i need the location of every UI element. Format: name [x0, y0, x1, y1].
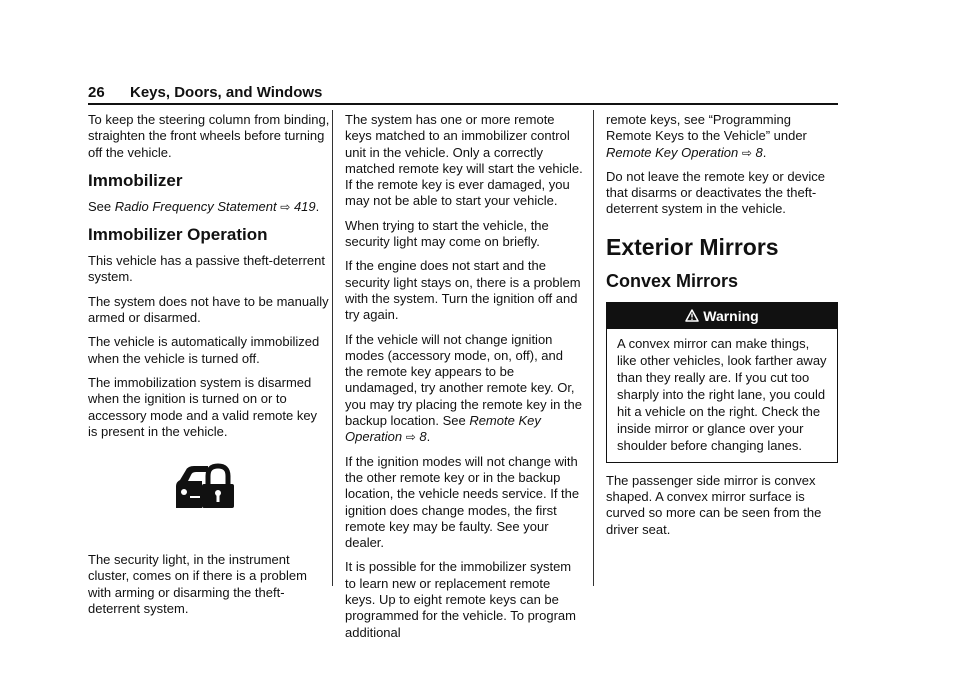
period: . [762, 144, 767, 160]
link-remote-key-operation[interactable]: Remote Key Operation [345, 413, 541, 445]
section-title: Keys, Doors, and Windows [130, 84, 323, 101]
security-light-icon [174, 462, 236, 510]
security-light-figure [88, 458, 330, 538]
column-3 [606, 112, 838, 546]
see-prefix: See [88, 198, 115, 214]
header-rule [88, 103, 838, 105]
paragraph: It is possible for the immobilizer system to learn new or replacement remote keys. Up to eight remote keys can be programmed for the vehicle. To program additional [345, 559, 576, 640]
paragraph: This vehicle has a passive theft-deterrent system. [88, 253, 326, 285]
column-divider [332, 110, 333, 586]
period: . [426, 429, 431, 445]
page-ref-arrow-icon: ⇨ [405, 430, 416, 445]
paragraph: The vehicle is automatically immobilized when the vehicle is turned off. [88, 334, 320, 366]
heading-immobilizer-operation: Immobilizer Operation [88, 225, 268, 245]
page-ref-number[interactable]: 8 [755, 144, 763, 160]
paragraph: The passenger side mirror is convex shaped. A convex mirror surface is curved so more can be seen from the driver seat. [606, 472, 822, 537]
column-1 [88, 112, 330, 625]
warning-text: A convex mirror can make things, like other vehicles, look farther away than they really are. If you cut too sharply into the right lane, you could hit a vehicle on the right. Check the inside mirror or glance over your shoulder before changing lanes. [617, 335, 827, 453]
link-remote-key-operation[interactable]: Remote Key Operation [606, 144, 739, 160]
paragraph-with-reference [606, 112, 838, 161]
heading-convex-mirrors: Convex Mirrors [606, 270, 739, 291]
column-divider [593, 110, 594, 586]
link-radio-frequency-statement[interactable]: Radio Frequency Statement [114, 198, 277, 214]
paragraph: The immobilization system is disarmed when the ignition is turned on or to accessory mode and a valid remote key is present in the vehicle. [88, 374, 318, 439]
page-ref-number[interactable]: 8 [419, 429, 427, 445]
warning-title: Warning [703, 307, 759, 324]
paragraph: If the ignition modes will not change with the other remote key or in the backup location, the vehicle needs service. If the ignition does change modes, the first remote key may be faulty. See your dealer. [345, 453, 580, 551]
period: . [315, 198, 320, 214]
paragraph: Do not leave the remote key or device that disarms or deactivates the theft-deterrent system in the vehicle. [606, 168, 825, 217]
warning-box [606, 302, 838, 463]
page-ref-number[interactable]: 419 [293, 198, 316, 214]
page-number: 26 [88, 84, 105, 101]
paragraph-text: If the vehicle will not change ignition modes (accessory mode, on, off), and the remote key appears to be undamaged, try another remote key. Or, you may try placing the remote key in the backup location. See [345, 331, 583, 429]
page-ref-arrow-icon: ⇨ [741, 145, 752, 160]
heading-immobilizer: Immobilizer [88, 170, 183, 190]
heading-exterior-mirrors: Exterior Mirrors [606, 233, 779, 260]
paragraph: The system does not have to be manually armed or disarmed. [88, 293, 329, 326]
intro-paragraph: To keep the steering column from binding, straighten the front wheels before turning off the vehicle. [88, 112, 330, 160]
see-reference [88, 199, 330, 215]
paragraph: When trying to start the vehicle, the security light may come on briefly. [345, 217, 549, 250]
paragraph-with-reference [345, 332, 583, 446]
column-2 [345, 112, 583, 649]
paragraph-text: remote keys, see “Programming Remote Keys to the Vehicle” under [606, 112, 807, 144]
warning-header [607, 303, 837, 329]
warning-triangle-icon [685, 309, 699, 322]
paragraph: The system has one or more remote keys matched to an immobilizer control unit in the vehicle. Only a correctly matched remote key will start the vehicle. If the remote key is ever damaged, you may not be able to start your vehicle. [345, 112, 583, 209]
paragraph: The security light, in the instrument cluster, comes on if there is a problem with arming or disarming the theft-deterrent system. [88, 552, 307, 617]
page-ref-arrow-icon: ⇨ [280, 199, 291, 214]
page-header [88, 84, 838, 104]
paragraph: If the engine does not start and the security light stays on, there is a problem with the system. Turn the ignition off and try again. [345, 258, 581, 323]
